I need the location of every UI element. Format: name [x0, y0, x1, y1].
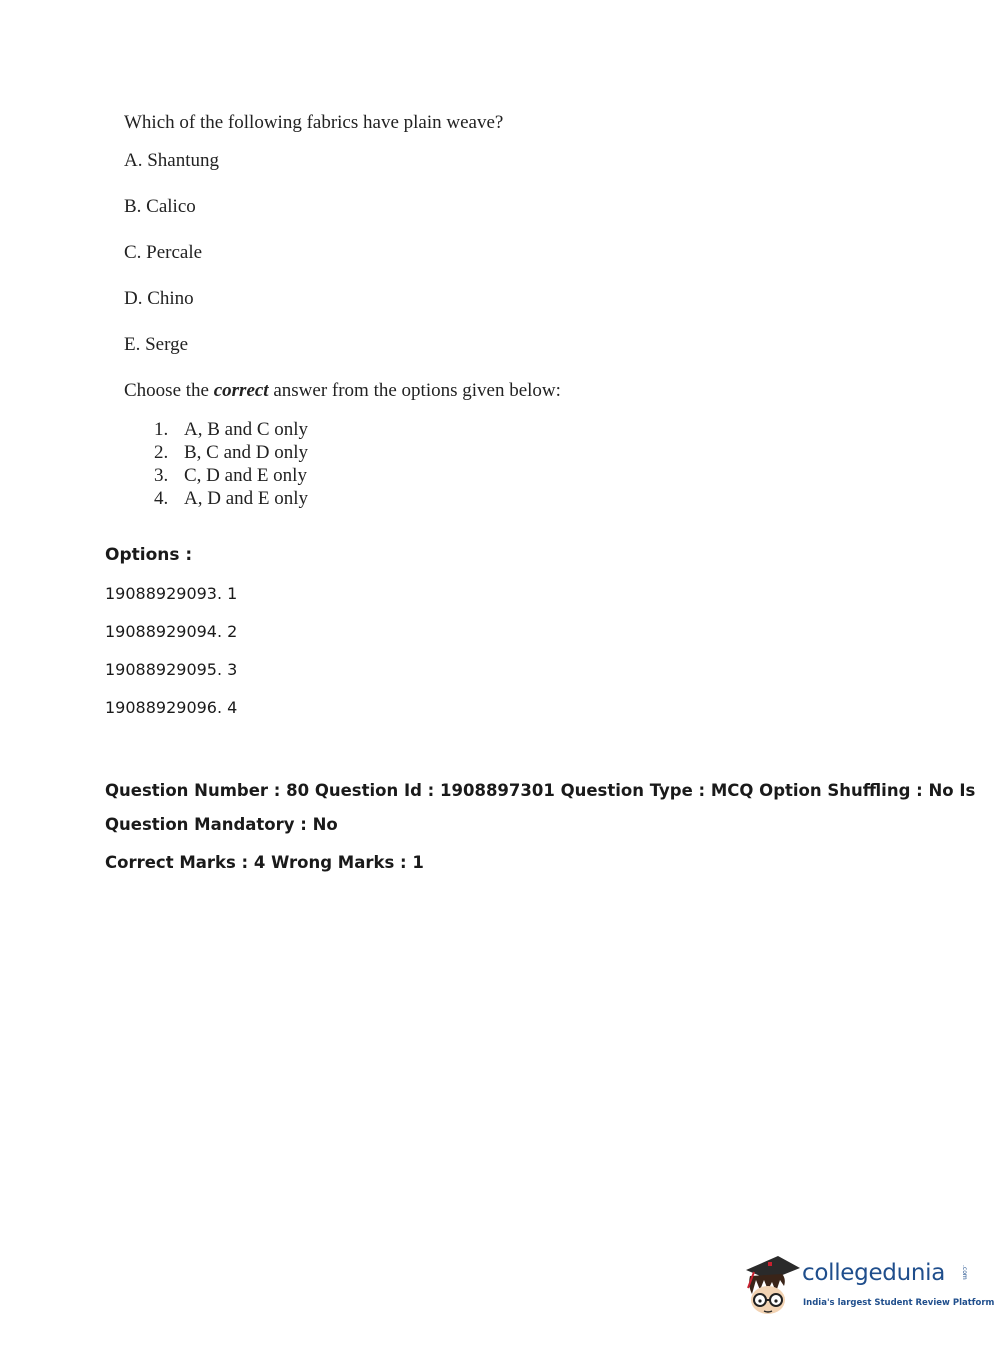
question-instruction: [124, 368, 724, 414]
option-item: 19088929096. 4: [105, 698, 238, 717]
brand-name: collegedunia: [802, 1260, 946, 1286]
question-item: B. Calico: [124, 196, 196, 217]
instruction-emphasis: correct: [213, 380, 269, 401]
choice-text: C, D and E only: [184, 465, 307, 486]
option-item: 19088929093. 1: [105, 584, 238, 603]
brand-tagline: India's largest Student Review Platform: [803, 1298, 995, 1308]
option-item: 19088929094. 2: [105, 622, 238, 641]
choice-text: A, B and C only: [184, 419, 309, 440]
option-item: 19088929095. 3: [105, 660, 238, 679]
options-heading: Options :: [105, 545, 193, 565]
question-stem: Which of the following fabrics have plain weave?: [124, 112, 504, 133]
choice-number: 2.: [154, 442, 169, 463]
meta-mandatory: Question Mandatory : No: [105, 815, 338, 834]
brand-domain: .com: [961, 1265, 968, 1280]
meta-question-info: Question Number : 80 Question Id : 1908897301 Question Type : MCQ Option Shuffling : No Is: [105, 781, 976, 800]
question-meta: [105, 780, 976, 874]
choice-number: 3.: [154, 465, 169, 486]
question-item: D. Chino: [124, 288, 194, 309]
question-image: [124, 108, 724, 510]
choice-number: 4.: [154, 488, 169, 509]
instruction-suffix: answer from the options given below:: [268, 380, 561, 401]
choice-number: 1.: [154, 419, 169, 440]
question-item: C. Percale: [124, 242, 203, 263]
collegedunia-logo: [742, 1250, 995, 1320]
answer-choice: [154, 464, 724, 487]
choice-text: B, C and D only: [184, 442, 309, 463]
options-list: [105, 583, 237, 735]
answer-choice: [154, 487, 724, 510]
question-item: A. Shantung: [124, 150, 219, 171]
answer-choice: [154, 418, 724, 441]
graduate-mascot-icon: [742, 1250, 802, 1318]
answer-choice: [154, 441, 724, 464]
answer-choice-list: [124, 418, 724, 510]
instruction-prefix: Choose the: [124, 380, 214, 401]
question-item: E. Serge: [124, 334, 189, 355]
meta-marks: Correct Marks : 4 Wrong Marks : 1: [105, 853, 424, 872]
choice-text: A, D and E only: [184, 488, 309, 509]
